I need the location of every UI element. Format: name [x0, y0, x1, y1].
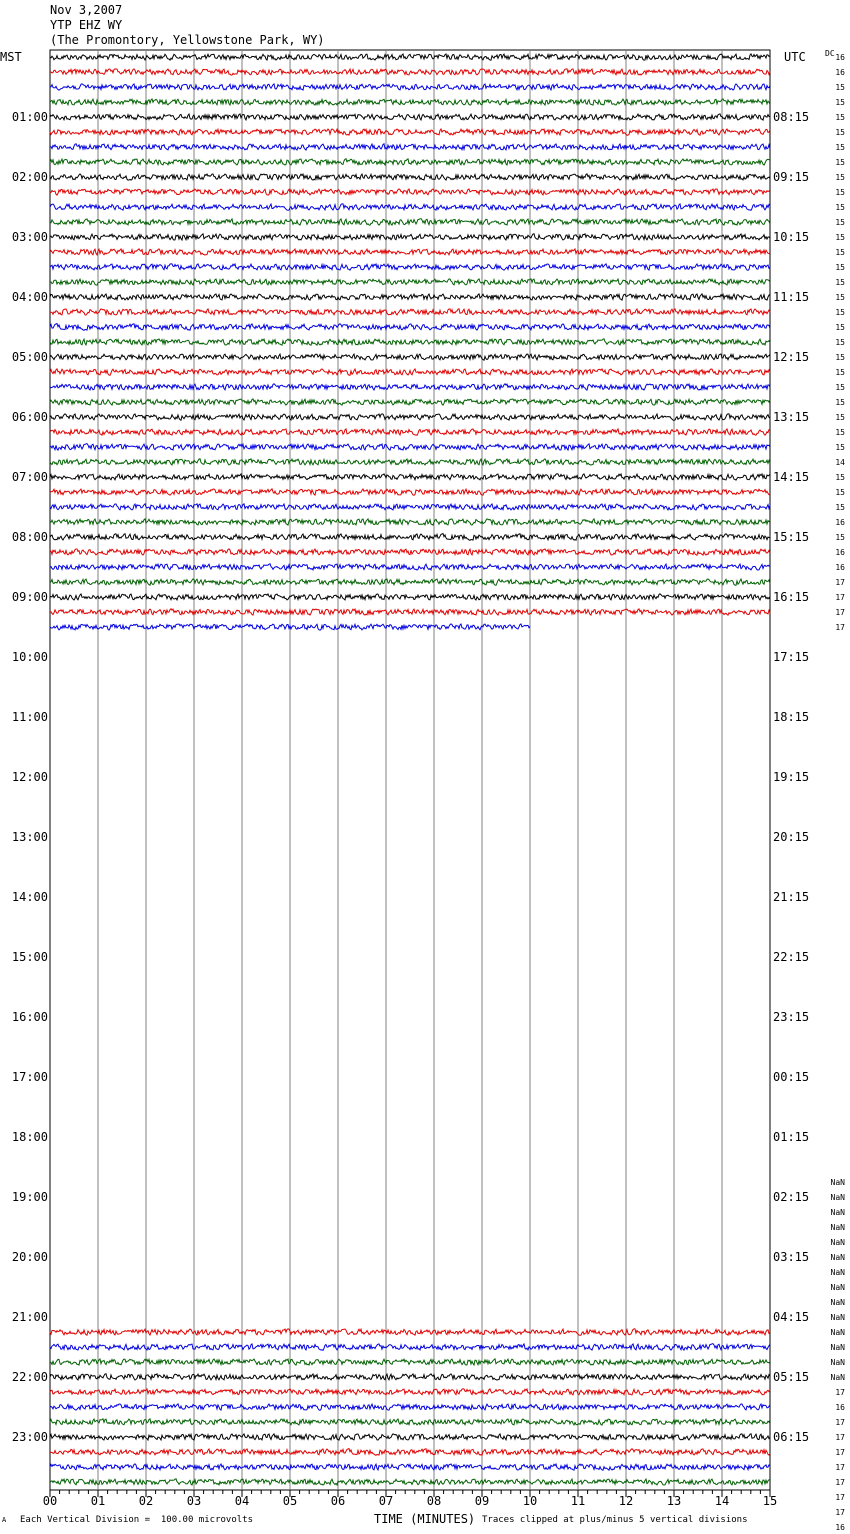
- x-tick-label: 03: [186, 1494, 202, 1508]
- seismic-trace: [50, 414, 770, 420]
- left-hour-label: 09:00: [11, 590, 48, 604]
- row-value-label: 15: [835, 488, 845, 497]
- left-hour-label: 20:00: [11, 1250, 48, 1264]
- row-value-label: NaN: [830, 1283, 845, 1292]
- seismic-trace: [50, 234, 770, 240]
- seismic-trace: [50, 309, 770, 315]
- row-value-label: 15: [835, 233, 845, 242]
- right-hour-label: 01:15: [773, 1130, 810, 1144]
- left-hour-label: 18:00: [11, 1130, 48, 1144]
- seismic-trace: [50, 99, 770, 105]
- row-value-label: NaN: [830, 1373, 845, 1382]
- row-value-label: 16: [835, 518, 845, 527]
- seismic-trace: [50, 1479, 770, 1485]
- right-hour-label: 15:15: [773, 530, 810, 544]
- row-value-label: 15: [835, 473, 845, 482]
- right-hour-label: 16:15: [773, 590, 810, 604]
- row-value-label: 15: [835, 218, 845, 227]
- row-value-label: 15: [835, 383, 845, 392]
- row-value-label: NaN: [830, 1328, 845, 1337]
- row-value-label: 15: [835, 338, 845, 347]
- right-hour-label: 08:15: [773, 110, 810, 124]
- seismic-trace: [50, 1359, 770, 1365]
- x-tick-label: 11: [570, 1494, 586, 1508]
- seismic-trace: [50, 339, 770, 345]
- seismic-trace: [50, 354, 770, 360]
- left-hour-label: 13:00: [11, 830, 48, 844]
- row-value-label: 16: [835, 1403, 845, 1412]
- seismic-trace: [50, 549, 770, 555]
- seismic-trace: [50, 399, 770, 405]
- date-label: Nov 3,2007: [50, 3, 123, 17]
- seismic-trace: [50, 429, 770, 435]
- right-hour-label: 04:15: [773, 1310, 810, 1324]
- right-hour-label: 05:15: [773, 1370, 810, 1384]
- right-hour-label: 14:15: [773, 470, 810, 484]
- row-value-label: 15: [835, 188, 845, 197]
- left-hour-label: 11:00: [11, 710, 48, 724]
- row-value-label: 15: [835, 443, 845, 452]
- x-tick-label: 00: [42, 1494, 58, 1508]
- row-value-label: NaN: [830, 1358, 845, 1367]
- seismic-trace: [50, 144, 770, 150]
- row-value-label: 14: [835, 458, 845, 467]
- right-hour-label: 20:15: [773, 830, 810, 844]
- corner-mark: A: [2, 1516, 7, 1524]
- seismic-trace: [50, 264, 770, 271]
- seismic-trace: [50, 579, 770, 585]
- seismic-trace: [50, 519, 770, 525]
- left-hour-label: 07:00: [11, 470, 48, 484]
- row-value-label: 15: [835, 113, 845, 122]
- right-hour-label: 18:15: [773, 710, 810, 724]
- right-hour-label: 21:15: [773, 890, 810, 904]
- seismic-trace: [50, 564, 770, 570]
- row-value-label: 15: [835, 503, 845, 512]
- x-tick-label: 08: [426, 1494, 442, 1508]
- seismic-trace: [50, 174, 770, 180]
- row-value-label: 15: [835, 278, 845, 287]
- left-hour-label: 23:00: [11, 1430, 48, 1444]
- seismic-trace: [50, 1389, 770, 1395]
- x-tick-label: 05: [282, 1494, 298, 1508]
- right-hour-label: 02:15: [773, 1190, 810, 1204]
- seismic-trace: [50, 444, 770, 450]
- seismic-trace: [50, 1434, 770, 1440]
- left-timezone-label: MST: [0, 50, 22, 64]
- row-value-label: 15: [835, 158, 845, 167]
- scale-note: Each Vertical Division = 100.00 microvolts: [20, 1515, 253, 1525]
- left-hour-label: 16:00: [11, 1010, 48, 1024]
- x-tick-label: 12: [618, 1494, 634, 1508]
- row-value-label: 15: [835, 533, 845, 542]
- x-axis-title: TIME (MINUTES): [374, 1512, 476, 1526]
- x-tick-label: 04: [234, 1494, 250, 1508]
- row-value-label: 15: [835, 128, 845, 137]
- left-hour-label: 17:00: [11, 1070, 48, 1084]
- left-hour-label: 06:00: [11, 410, 48, 424]
- seismic-trace: [50, 54, 770, 60]
- row-value-label: 16: [835, 548, 845, 557]
- seismic-trace: [50, 369, 770, 375]
- seismic-trace: [50, 1449, 770, 1456]
- seismic-trace: [50, 459, 770, 465]
- seismic-trace: [50, 129, 770, 135]
- left-hour-label: 04:00: [11, 290, 48, 304]
- row-value-label: 17: [835, 593, 845, 602]
- row-value-label: NaN: [830, 1268, 845, 1277]
- seismic-trace: [50, 324, 770, 331]
- row-value-label: NaN: [830, 1238, 845, 1247]
- row-value-label: NaN: [830, 1193, 845, 1202]
- right-hour-label: 09:15: [773, 170, 810, 184]
- seismic-trace: [50, 489, 770, 495]
- row-value-label: 16: [835, 1523, 845, 1532]
- row-value-label: 15: [835, 173, 845, 182]
- right-hour-label: 17:15: [773, 650, 810, 664]
- right-hour-label: 19:15: [773, 770, 810, 784]
- row-value-label: 17: [835, 1463, 845, 1472]
- left-hour-label: 10:00: [11, 650, 48, 664]
- dc-label: DC: [825, 49, 835, 58]
- left-hour-label: 14:00: [11, 890, 48, 904]
- row-value-label: 15: [835, 368, 845, 377]
- row-value-label: 15: [835, 98, 845, 107]
- x-tick-label: 01: [90, 1494, 106, 1508]
- row-value-label: NaN: [830, 1343, 845, 1352]
- x-tick-label: 14: [714, 1494, 730, 1508]
- right-hour-label: 23:15: [773, 1010, 810, 1024]
- seismic-trace: [50, 189, 770, 195]
- left-hour-label: 19:00: [11, 1190, 48, 1204]
- left-hour-label: 02:00: [11, 170, 48, 184]
- row-value-label: 15: [835, 413, 845, 422]
- x-tick-label: 15: [762, 1494, 778, 1508]
- right-hour-label: 11:15: [773, 290, 810, 304]
- location-label: (The Promontory, Yellowstone Park, WY): [50, 33, 325, 47]
- row-value-label: 17: [835, 608, 845, 617]
- row-value-label: NaN: [830, 1253, 845, 1262]
- seismic-trace: [50, 159, 770, 165]
- seismic-trace: [50, 249, 770, 255]
- seismic-trace: [50, 279, 770, 285]
- row-value-label: NaN: [830, 1208, 845, 1217]
- seismic-trace: [50, 294, 770, 300]
- row-value-label: 16: [835, 68, 845, 77]
- x-tick-label: 10: [522, 1494, 538, 1508]
- x-tick-label: 13: [666, 1494, 682, 1508]
- row-value-label: 16: [835, 53, 845, 62]
- left-hour-label: 05:00: [11, 350, 48, 364]
- seismic-trace: [50, 594, 770, 600]
- row-value-label: 17: [835, 1508, 845, 1517]
- left-hour-label: 03:00: [11, 230, 48, 244]
- seismic-trace: [50, 1329, 770, 1335]
- row-value-label: 15: [835, 323, 845, 332]
- seismic-trace: [50, 1419, 770, 1425]
- right-hour-label: 10:15: [773, 230, 810, 244]
- seismic-trace: [50, 474, 770, 480]
- right-timezone-label: UTC: [784, 50, 806, 64]
- row-value-label: 17: [835, 1433, 845, 1442]
- x-tick-label: 02: [138, 1494, 154, 1508]
- row-value-label: NaN: [830, 1313, 845, 1322]
- row-value-label: 15: [835, 143, 845, 152]
- left-hour-label: 22:00: [11, 1370, 48, 1384]
- row-value-label: 15: [835, 293, 845, 302]
- row-value-label: 15: [835, 263, 845, 272]
- seismic-trace: [50, 204, 770, 210]
- row-value-label: 17: [835, 578, 845, 587]
- row-value-label: 17: [835, 1448, 845, 1457]
- row-value-label: 15: [835, 203, 845, 212]
- row-value-label: 17: [835, 1418, 845, 1427]
- seismic-trace: [50, 84, 770, 90]
- row-value-label: NaN: [830, 1178, 845, 1187]
- row-value-label: 17: [835, 623, 845, 632]
- right-hour-label: 06:15: [773, 1430, 810, 1444]
- row-value-label: 15: [835, 398, 845, 407]
- right-hour-label: 03:15: [773, 1250, 810, 1264]
- left-hour-label: 21:00: [11, 1310, 48, 1324]
- seismic-trace: [50, 609, 770, 615]
- right-hour-label: 12:15: [773, 350, 810, 364]
- seismic-trace: [50, 114, 770, 120]
- row-value-label: 15: [835, 248, 845, 257]
- clip-note: Traces clipped at plus/minus 5 vertical divisions: [482, 1515, 748, 1525]
- x-tick-label: 07: [378, 1494, 394, 1508]
- station-label: YTP EHZ WY: [50, 18, 123, 32]
- left-hour-label: 08:00: [11, 530, 48, 544]
- seismic-trace: [50, 1374, 770, 1380]
- seismic-trace: [50, 1464, 770, 1470]
- x-tick-label: 06: [330, 1494, 346, 1508]
- seismic-trace: [50, 534, 770, 541]
- right-hour-label: 13:15: [773, 410, 810, 424]
- row-value-label: 17: [835, 1478, 845, 1487]
- seismic-trace: [50, 219, 770, 226]
- row-value-label: NaN: [830, 1298, 845, 1307]
- left-hour-label: 01:00: [11, 110, 48, 124]
- right-hour-label: 00:15: [773, 1070, 810, 1084]
- row-value-label: 16: [835, 563, 845, 572]
- row-value-label: 15: [835, 83, 845, 92]
- row-value-label: 15: [835, 353, 845, 362]
- seismic-trace: [50, 69, 770, 75]
- right-hour-label: 22:15: [773, 950, 810, 964]
- seismic-trace: [50, 384, 770, 390]
- left-hour-label: 15:00: [11, 950, 48, 964]
- row-value-label: 15: [835, 308, 845, 317]
- row-value-label: NaN: [830, 1223, 845, 1232]
- seismic-trace: [50, 1344, 770, 1351]
- left-hour-label: 12:00: [11, 770, 48, 784]
- x-tick-label: 09: [474, 1494, 490, 1508]
- row-value-label: 17: [835, 1388, 845, 1397]
- row-value-label: 15: [835, 428, 845, 437]
- seismic-trace: [50, 504, 770, 510]
- row-value-label: 17: [835, 1493, 845, 1502]
- seismic-trace: [50, 1404, 770, 1410]
